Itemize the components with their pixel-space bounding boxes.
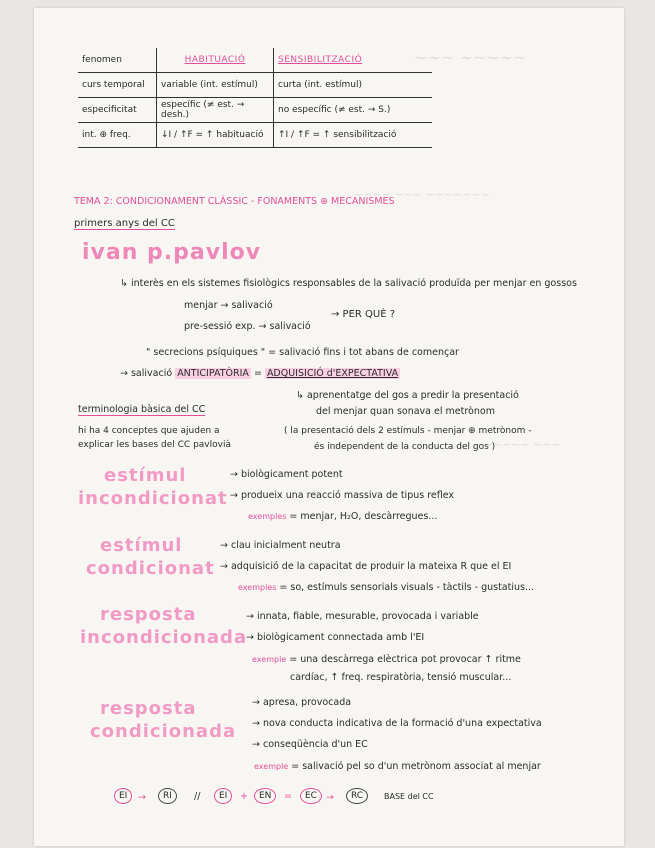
table-header-cell: SENSIBILITZACIÓ xyxy=(274,48,433,73)
term-line: → biològicament potent xyxy=(230,469,343,480)
pavlov-line: ↳ interès en els sistemes fisiològics responsables de la salivació produïda per menjar en gossos xyxy=(120,278,577,289)
table-header-cell: fenomen xyxy=(78,48,157,73)
highlight-adquisicio: ADQUISICIÓ d'EXPECTATIVA xyxy=(266,368,399,379)
pavlov-line: " secrecions psíquiques " = salivació fins i tot abans de començar xyxy=(146,347,459,358)
section-subtitle: primers anys del CC xyxy=(74,218,175,229)
example-text: = una descàrrega elèctrica pot provocar ↑ ritme xyxy=(289,654,521,665)
table-header-cell: HABITUACIÓ xyxy=(157,48,274,73)
example-text: = salivació pel so d'un metrònom associat al menjar xyxy=(291,761,541,772)
pavlov-line: menjar → salivació xyxy=(184,300,273,311)
pavlov-text: = xyxy=(253,368,262,379)
terminology-title: terminologia bàsica del CC xyxy=(78,404,206,415)
arrow-icon: → xyxy=(326,792,334,803)
bleed-through-text: ~~~~ ~~~ ~~~~~~~ xyxy=(354,188,491,201)
pavlov-line xyxy=(120,368,400,379)
term-title-rc: resposta xyxy=(100,698,197,719)
term-title-rc: condicionada xyxy=(90,721,237,742)
pavlov-line: és independent de la conducta del gos ) xyxy=(314,442,496,452)
comparison-table xyxy=(78,48,432,148)
pavlov-line: ↳ aprenentatge del gos a predir la presentació xyxy=(296,390,519,401)
pavlov-question: → PER QUÈ ? xyxy=(331,309,396,320)
formula-ei: EI xyxy=(114,788,132,804)
table-row xyxy=(78,73,432,98)
term-line: → nova conducta indicativa de la formació d'una expectativa xyxy=(252,718,542,729)
formula-row xyxy=(114,788,494,810)
arrow-icon: → xyxy=(138,792,146,803)
formula-separator: // xyxy=(194,791,201,802)
table-cell: especificitat xyxy=(78,98,157,123)
pavlov-line: pre-sessió exp. → salivació xyxy=(184,321,311,332)
example-label: exemple xyxy=(254,762,289,771)
term-line: → apresa, provocada xyxy=(252,697,352,708)
term-line: → conseqüència d'un EC xyxy=(252,739,368,750)
term-line: → clau inicialment neutra xyxy=(220,540,341,551)
table-cell: int. ⊕ freq. xyxy=(78,123,157,148)
heading-pavlov: ivan p.pavlov xyxy=(82,240,262,265)
table-cell: ↓I / ↑F = ↑ habituació xyxy=(157,123,274,148)
formula-ei2: EI xyxy=(214,788,232,804)
table-row xyxy=(78,123,432,148)
formula-plus: + xyxy=(240,791,248,802)
bleed-through-text: ~~~ ~~~~~ xyxy=(414,48,527,67)
example-label: exemple xyxy=(252,655,287,664)
table-cell: curs temporal xyxy=(78,73,157,98)
table-cell: específic (≠ est. → desh.) xyxy=(157,98,274,123)
formula-rc: RC xyxy=(346,788,368,804)
table-row xyxy=(78,98,432,123)
formula-ri: RI xyxy=(158,788,177,804)
term-title-ei: estímul xyxy=(104,465,187,486)
term-example xyxy=(252,654,521,665)
pavlov-text: → salivació xyxy=(120,368,173,379)
table-header-row xyxy=(78,48,432,73)
table-cell: variable (int. estímul) xyxy=(157,73,274,98)
example-text: = menjar, H₂O, descàrregues... xyxy=(289,511,438,522)
term-title-ec: condicionat xyxy=(86,558,215,579)
term-line: → innata, fiable, mesurable, provocada i variable xyxy=(246,611,479,622)
term-line: → adquisició de la capacitat de produir la mateixa R que el EI xyxy=(220,561,512,572)
section-title: TEMA 2: CONDICIONAMENT CLÀSSIC - FONAMENTS ⊕ MECANISMES xyxy=(74,196,395,207)
formula-ec: EC xyxy=(300,788,322,804)
example-label: exemples xyxy=(248,512,287,521)
term-example xyxy=(248,511,437,522)
pavlov-line: ( la presentació dels 2 estímuls - menjar ⊕ metrònom - xyxy=(284,426,532,436)
notebook-page xyxy=(34,8,624,846)
example-label: exemples xyxy=(238,583,277,592)
terminology-intro: hi ha 4 conceptes que ajuden a xyxy=(78,426,220,436)
term-title-ri: incondicionada xyxy=(80,627,248,648)
table-cell: curta (int. estímul) xyxy=(274,73,433,98)
term-line: → biològicament connectada amb l'EI xyxy=(246,632,425,643)
bleed-through-text: ~~~~~~ ~~~ xyxy=(474,438,561,451)
table-cell: ↑I / ↑F = ↑ sensibilització xyxy=(274,123,433,148)
term-title-ec: estímul xyxy=(100,535,183,556)
terminology-intro: explicar les bases del CC pavlovià xyxy=(78,440,231,450)
pavlov-line: del menjar quan sonava el metrònom xyxy=(316,406,495,417)
term-example xyxy=(254,761,541,772)
formula-label: BASE del CC xyxy=(384,792,434,801)
formula-en: EN xyxy=(254,788,276,804)
term-title-ei: incondicionat xyxy=(78,488,228,509)
term-example xyxy=(238,582,534,593)
formula-eq: = xyxy=(284,791,292,802)
example-text: = so, estímuls sensorials visuals - tàctils - gustatius... xyxy=(279,582,535,593)
highlight-anticipatoria: ANTICIPATÒRIA xyxy=(177,368,249,379)
term-line: → produeix una reacció massiva de tipus reflex xyxy=(230,490,455,501)
table-cell: no específic (≠ est. → S.) xyxy=(274,98,433,123)
term-line: cardíac, ↑ freq. respiratòria, tensió muscular... xyxy=(290,672,512,683)
term-title-ri: resposta xyxy=(100,604,197,625)
